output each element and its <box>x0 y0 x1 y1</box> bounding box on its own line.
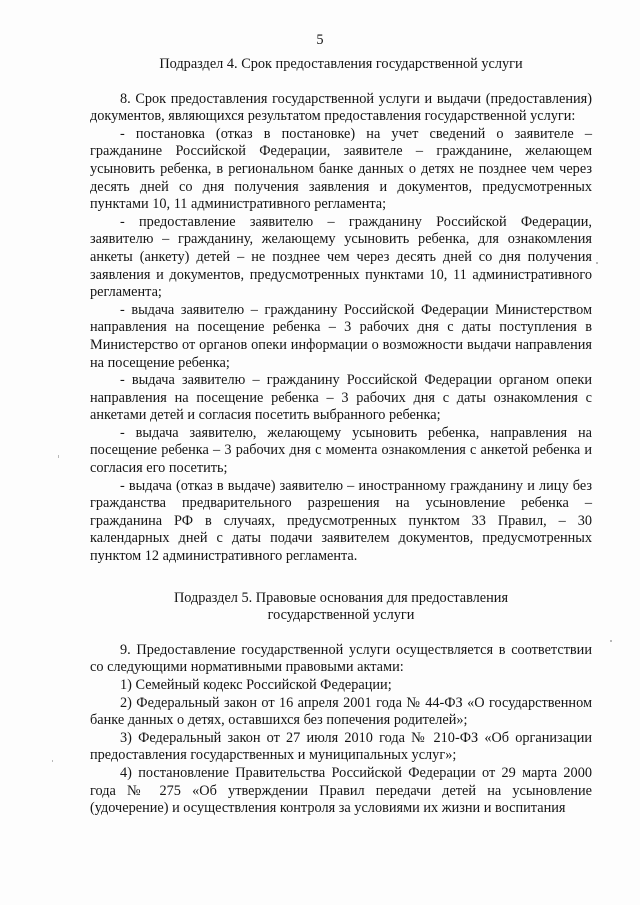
list-item-adopter-referral: - выдача заявителю, желающему усыновить ребенка, направления на посещение ребенка – 3 рабочих дня с момента ознакомления с анкетой ребенка и согласия его посетить; <box>90 424 592 477</box>
scan-artifact <box>596 262 598 264</box>
list-item-questionnaires: - предоставление заявителю – гражданину Российской Федерации, заявителю – гражданину, желающему усыновить ребенка, для ознакомления анкеты (анкету) детей – не позднее чем через десять дней со дня получения заявления и документов, предусмотренных пунктами 10, 11 административного регламента; <box>90 213 592 301</box>
legal-act-2: 2) Федеральный закон от 16 апреля 2001 года № 44-ФЗ «О государственном банке данных о детях, оставшихся без попечения родителей»; <box>90 694 592 729</box>
legal-act-3: 3) Федеральный закон от 27 июля 2010 года № 210-ФЗ «Об организации предоставления государственных и муниципальных услуг»; <box>90 729 592 764</box>
subsection-4-title <box>90 56 592 74</box>
list-item-registration: - постановка (отказ в постановке) на учет сведений о заявителе – гражданине Российской Федерации, заявителе – гражданине, желающем усыновить ребенка, в региональном банке данных о детях не позднее чем через десять дней со дня получения заявления и документов, предусмотренных пунктами 10, 11 административного регламента; <box>90 125 592 213</box>
document-body <box>90 56 592 818</box>
list-item-foreign-permission: - выдача (отказ в выдаче) заявителю – иностранному гражданину и лицу без гражданства предварительного разрешения на усыновление ребенка – гражданина РФ в случаях, предусмотренных пунктом 33 Правил, – 30 календарных дней с даты подачи заявителем документов, предусмотренных пунктом 12 административного регламента. <box>90 477 592 565</box>
scan-artifact <box>52 760 53 762</box>
subsection-4-title-text: Подраздел 4. Срок предоставления государственной услуги <box>159 56 523 72</box>
scan-artifact <box>58 455 59 458</box>
legal-act-4: 4) постановление Правительства Российской Федерации от 29 марта 2000 года № 275 «Об утверждении Правил передачи детей на усыновление (удочерение) и осуществления контроля за условиями их жизни и воспитания <box>90 764 592 817</box>
paragraph-8: 8. Срок предоставления государственной услуги и выдачи (предоставления) документов, являющихся результатом предоставления государственной услуги: <box>90 90 592 125</box>
page-number: 5 <box>316 32 324 48</box>
subsection-5-title-line-2: государственной услуги <box>267 607 415 624</box>
legal-act-1: 1) Семейный кодекс Российской Федерации; <box>120 677 392 693</box>
paragraph-9: 9. Предоставление государственной услуги осуществляется в соответствии со следующими нормативными правовыми актами: <box>90 641 592 676</box>
scan-artifact <box>610 640 612 642</box>
subsection-5-title-line-1: Подраздел 5. Правовые основания для предоставления <box>173 589 509 606</box>
list-item-guardianship-referral: - выдача заявителю – гражданину Российской Федерации органом опеки направления на посещение ребенка – 3 рабочих дня с даты ознакомления с анкетами детей и согласия посетить выбранного ребенка; <box>90 372 592 424</box>
list-item-ministry-referral: - выдача заявителю – гражданину Российской Федерации Министерством направления на посещение ребенка – 3 рабочих дня с даты поступления в Министерство от органов опеки информации о возможности выдачи направления на посещение ребенка; <box>90 301 592 371</box>
subsection-5-title <box>90 590 592 625</box>
